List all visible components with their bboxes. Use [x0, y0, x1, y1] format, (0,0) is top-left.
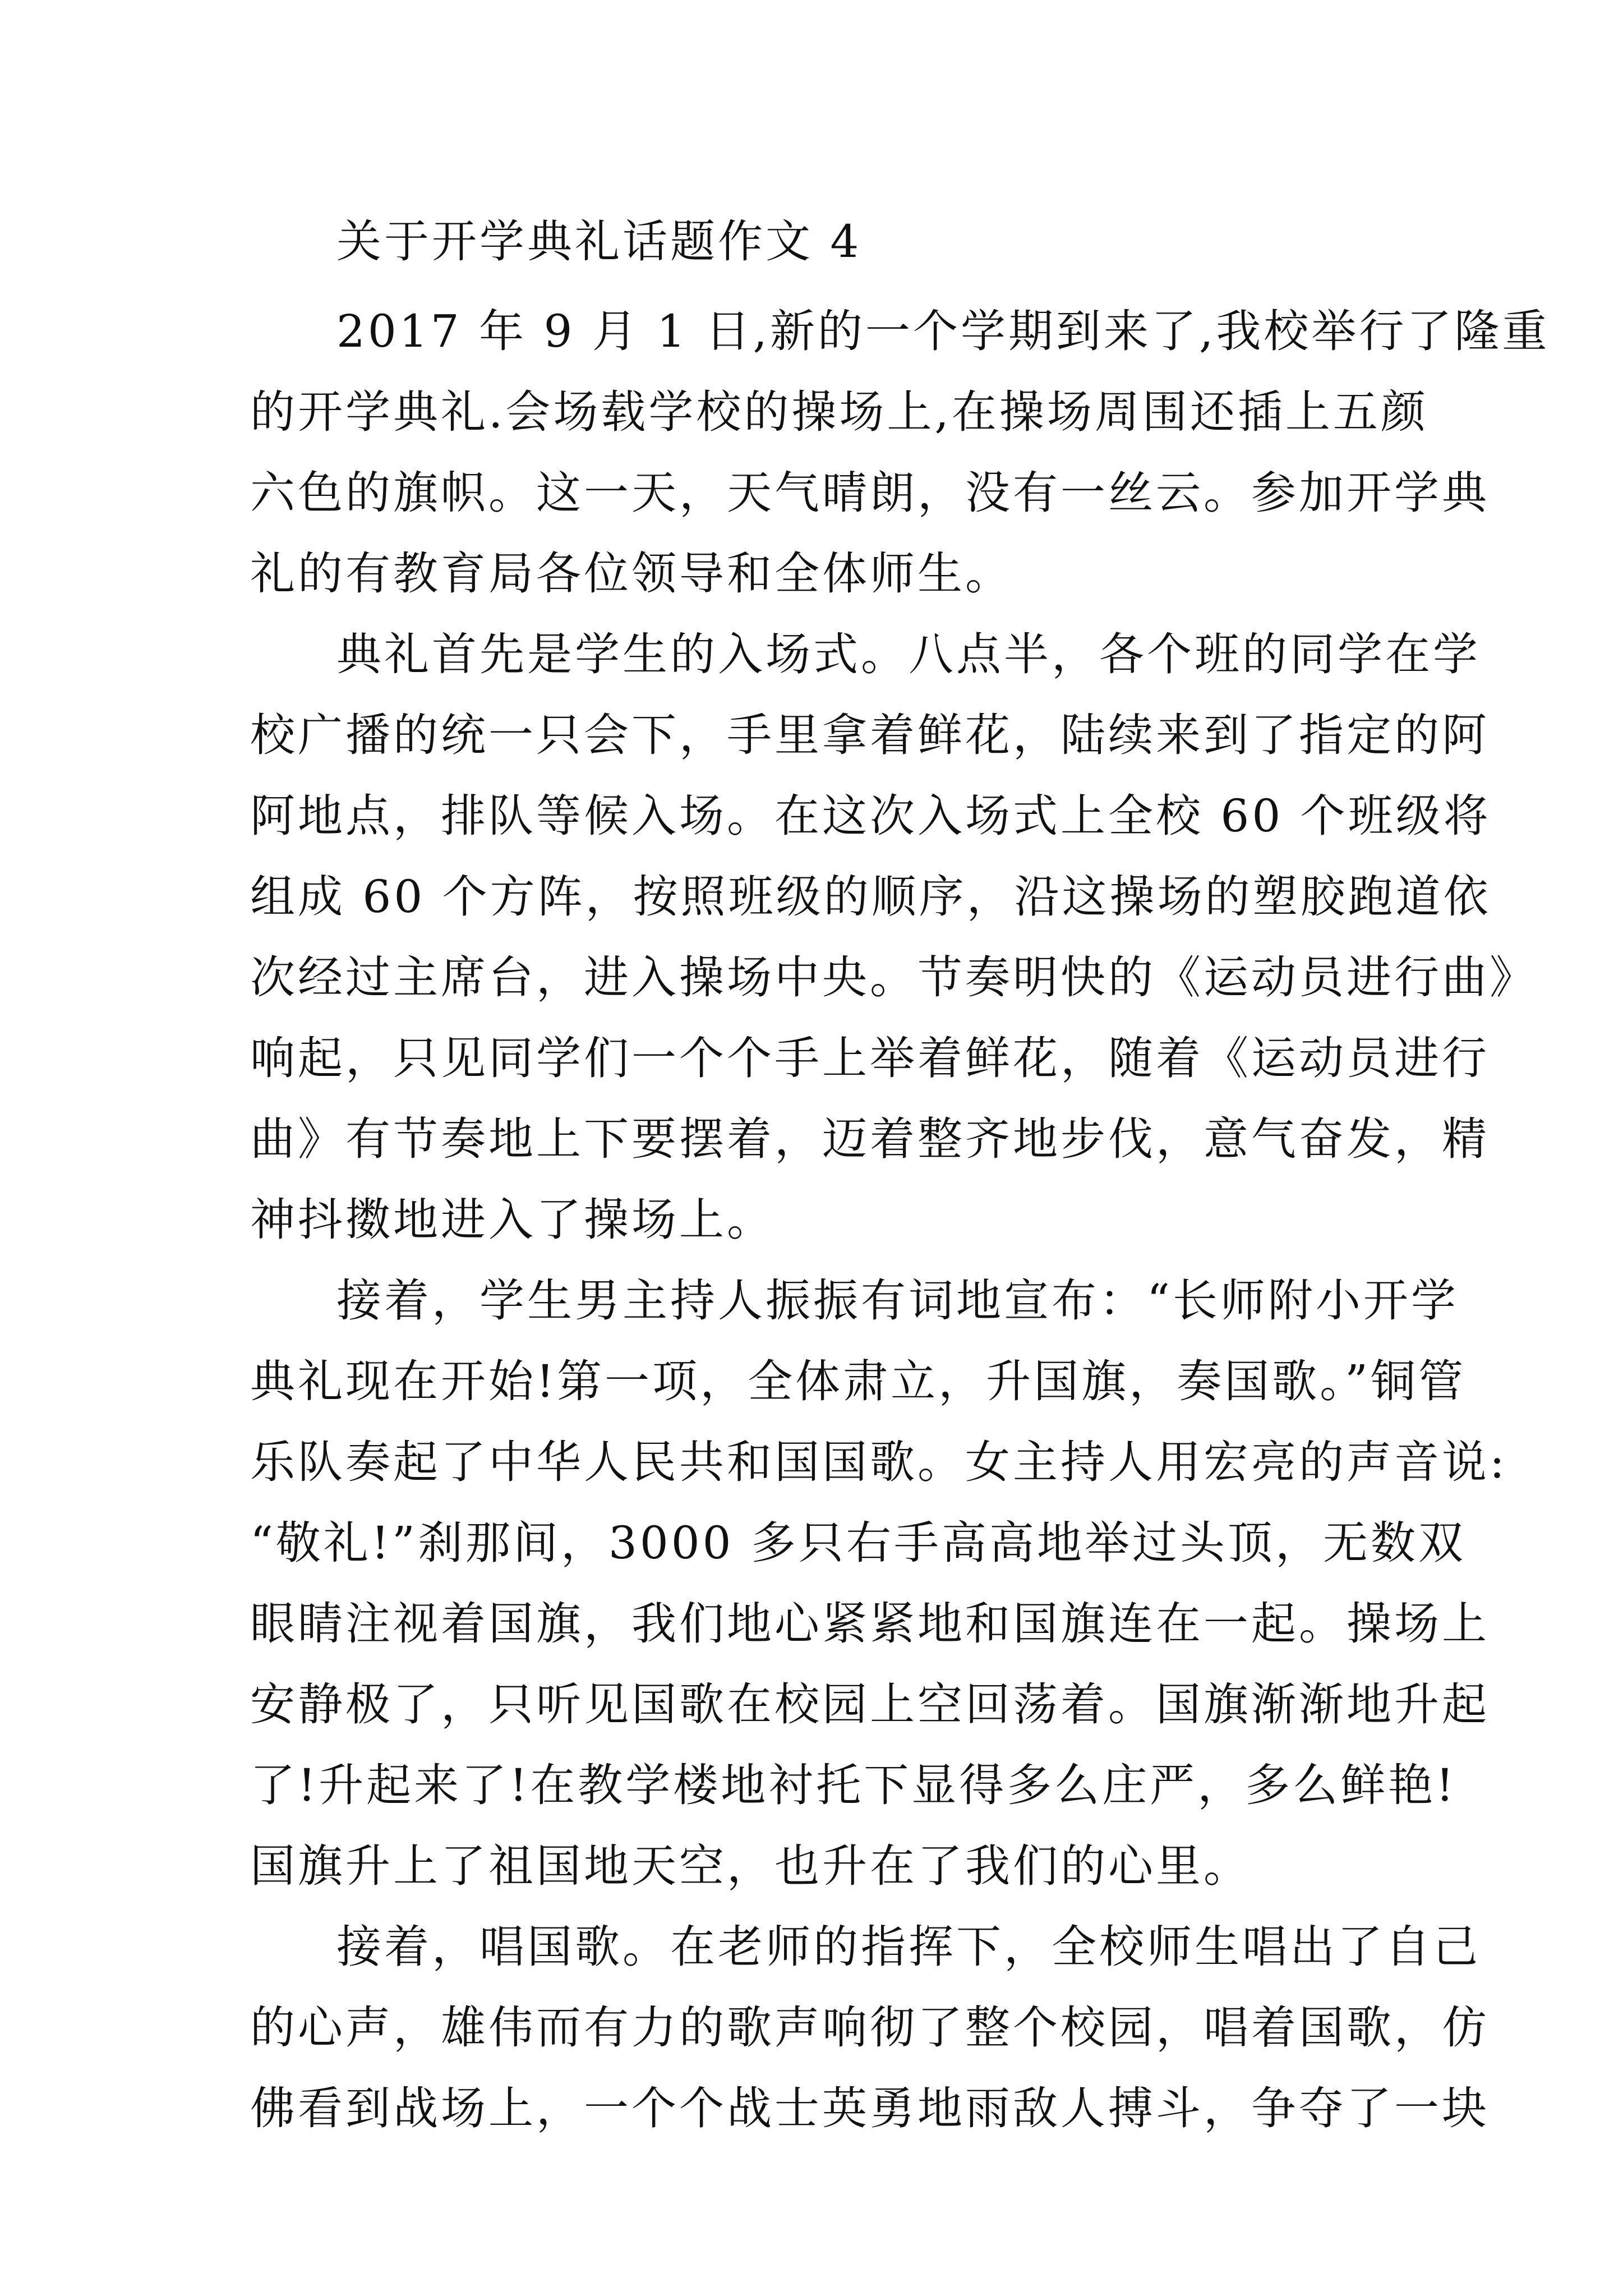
paragraph-3-line-4: “敬礼!”刹那间，3000 多只右手高高地举过头顶，无数双: [250, 1517, 1466, 1569]
paragraph-2-line-3: 阿地点，排队等候入场。在这次入场式上全校 60 个班级将: [250, 790, 1491, 842]
paragraph-2-line-2: 校广播的统一只会下，手里拿着鲜花，陆续来到了指定的阿: [250, 709, 1490, 761]
paragraph-2-line-6: 响起，只见同学们一个个手上举着鲜花，随着《运动员进行: [250, 1032, 1490, 1084]
paragraph-1-line-3: 六色的旗帜。这一天，天气晴朗，没有一丝云。参加开学典: [250, 467, 1490, 519]
paragraph-3-line-7: 了!升起来了!在教学楼地衬托下显得多么庄严，多么鲜艳!: [250, 1759, 1457, 1811]
paragraph-3-line-2: 典礼现在开始!第一项，全体肃立，升国旗，奏国歌。”铜管: [250, 1355, 1467, 1407]
paragraph-2-line-8: 神抖擞地进入了操场上。: [250, 1194, 774, 1246]
paragraph-2-line-1: 典礼首先是学生的入场式。八点半，各个班的同学在学: [336, 628, 1481, 680]
paragraph-3-line-5: 眼睛注视着国旗，我们地心紧紧地和国旗连在一起。操场上: [250, 1598, 1490, 1650]
paragraph-2-line-7: 曲》有节奏地上下要摆着，迈着整齐地步伐，意气奋发，精: [250, 1113, 1490, 1165]
paragraph-4-line-3: 佛看到战场上，一个个战士英勇地雨敌人搏斗，争夺了一块: [250, 2082, 1490, 2134]
paragraph-3-line-1: 接着，学生男主持人振振有词地宣布：“长师附小开学: [336, 1274, 1459, 1327]
paragraph-2-line-4: 组成 60 个方阵，按照班级的顺序，沿这操场的塑胶跑道依: [250, 871, 1491, 923]
paragraph-3-line-6: 安静极了，只听见国歌在校园上空回荡着。国旗渐渐地升起: [250, 1678, 1490, 1731]
paragraph-4-line-1: 接着，唱国歌。在老师的指挥下，全校师生唱出了自己: [336, 1921, 1481, 1973]
paragraph-1-line-4: 礼的有教育局各位领导和全体师生。: [250, 547, 1013, 600]
document-title: 关于开学典礼话题作文 4: [336, 215, 862, 268]
paragraph-4-line-2: 的心声，雄伟而有力的歌声响彻了整个校园，唱着国歌，仿: [250, 2001, 1490, 2054]
paragraph-1-line-1: 2017 年 9 月 1 日,新的一个学期到来了,我校举行了隆重: [336, 305, 1550, 357]
paragraph-3-line-8: 国旗升上了祖国地天空，也升在了我们的心里。: [250, 1840, 1251, 1892]
paragraph-1-line-2: 的开学典礼.会场载学校的操场上,在操场周围还插上五颜: [250, 386, 1428, 438]
paragraph-3-line-3: 乐队奏起了中华人民共和国国歌。女主持人用宏亮的声音说:: [250, 1436, 1507, 1488]
paragraph-2-line-5: 次经过主席台，进入操场中央。节奏明快的《运动员进行曲》: [250, 951, 1537, 1004]
